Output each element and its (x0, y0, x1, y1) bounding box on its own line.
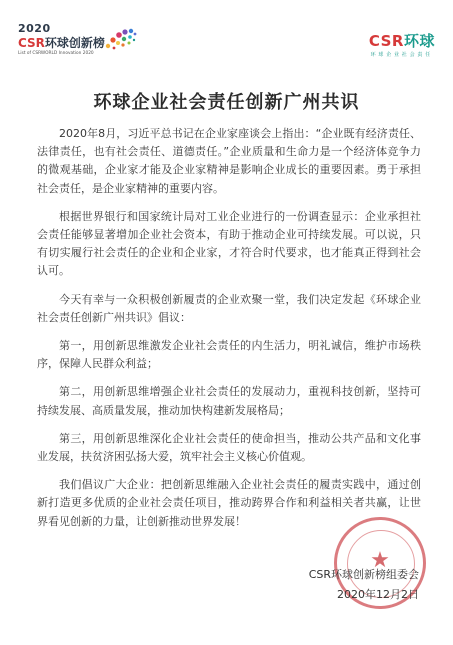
signature-block (309, 565, 419, 605)
paragraph: 我们倡议广大企业：把创新思维融入企业社会责任的履责实践中，通过创新打造更多优质的企业社会责任项目，推动跨界合作和利益相关者共赢，让世界看见创新的力量，让创新推动世界发展！ (37, 478, 421, 528)
csr-huanqiu-logo (339, 30, 435, 60)
paragraph: 第二，用创新思维增强企业社会责任的发展动力，重视科技创新，坚持可持续发展、高质量发展，推动加快构建新发展格局； (37, 385, 421, 417)
paragraph: 2020年8月，习近平总书记在企业家座谈会上指出：“企业既有经济责任、法律责任，也有社会责任、道德责任。”企业质量和生命力是一个经济体竞争力的微观基础，企业家才能及企业家精神是影响企业成长的重要因素。勇于承担社会责任，是企业家精神的重要内容。 (37, 127, 421, 195)
header (0, 0, 453, 70)
document-body (37, 125, 421, 541)
logo-subtitle: List of CSRWORLD Innovation 2020 (18, 51, 94, 56)
logo-mark-csr: CSR (18, 36, 45, 50)
signature-date: 2020年12月2日 (337, 588, 419, 601)
logo-mark-text: 环球创新榜 (44, 36, 105, 50)
logo-year: 2020 (18, 22, 51, 35)
logo-mark (18, 34, 105, 51)
paragraph: 第三，用创新思维深化企业社会责任的使命担当，推动公共产品和文化事业发展，扶贫济困弘扬大爱，筑牢社会主义核心价值观。 (37, 431, 421, 464)
document-title: 环球企业社会责任创新广州共识 (93, 92, 360, 113)
logo-mark-text: 环球 (403, 32, 435, 50)
logo-mark-csr: CSR (368, 32, 404, 50)
paragraph: 第一，用创新思维激发企业社会责任的内生活力，明礼诚信，维护市场秩序，保障人民群众利益； (37, 339, 421, 371)
paragraph: 今天有幸与一众积极创新履责的企业欢聚一堂，我们决定发起《环球企业社会责任创新广州共识》倡议： (37, 292, 421, 324)
logo-subtitle: 环球企业社会责任 (370, 52, 433, 58)
signature-organization: CSR环球创新榜组委会 (308, 568, 419, 581)
csr-innovation-list-logo (18, 22, 138, 62)
paragraph: 根据世界银行和国家统计局对工业企业进行的一份调查显示：企业承担社会责任能够显著增加企业社会资本，有助于推动企业可持续发展。可以说，只有切实履行社会责任的企业和企业家，才符合时代要求，也才能真正得到社会认可。 (37, 209, 421, 278)
logo-mark (369, 30, 435, 51)
seal-star-icon: ★ (370, 548, 390, 573)
colorful-dots-icon (102, 24, 138, 54)
